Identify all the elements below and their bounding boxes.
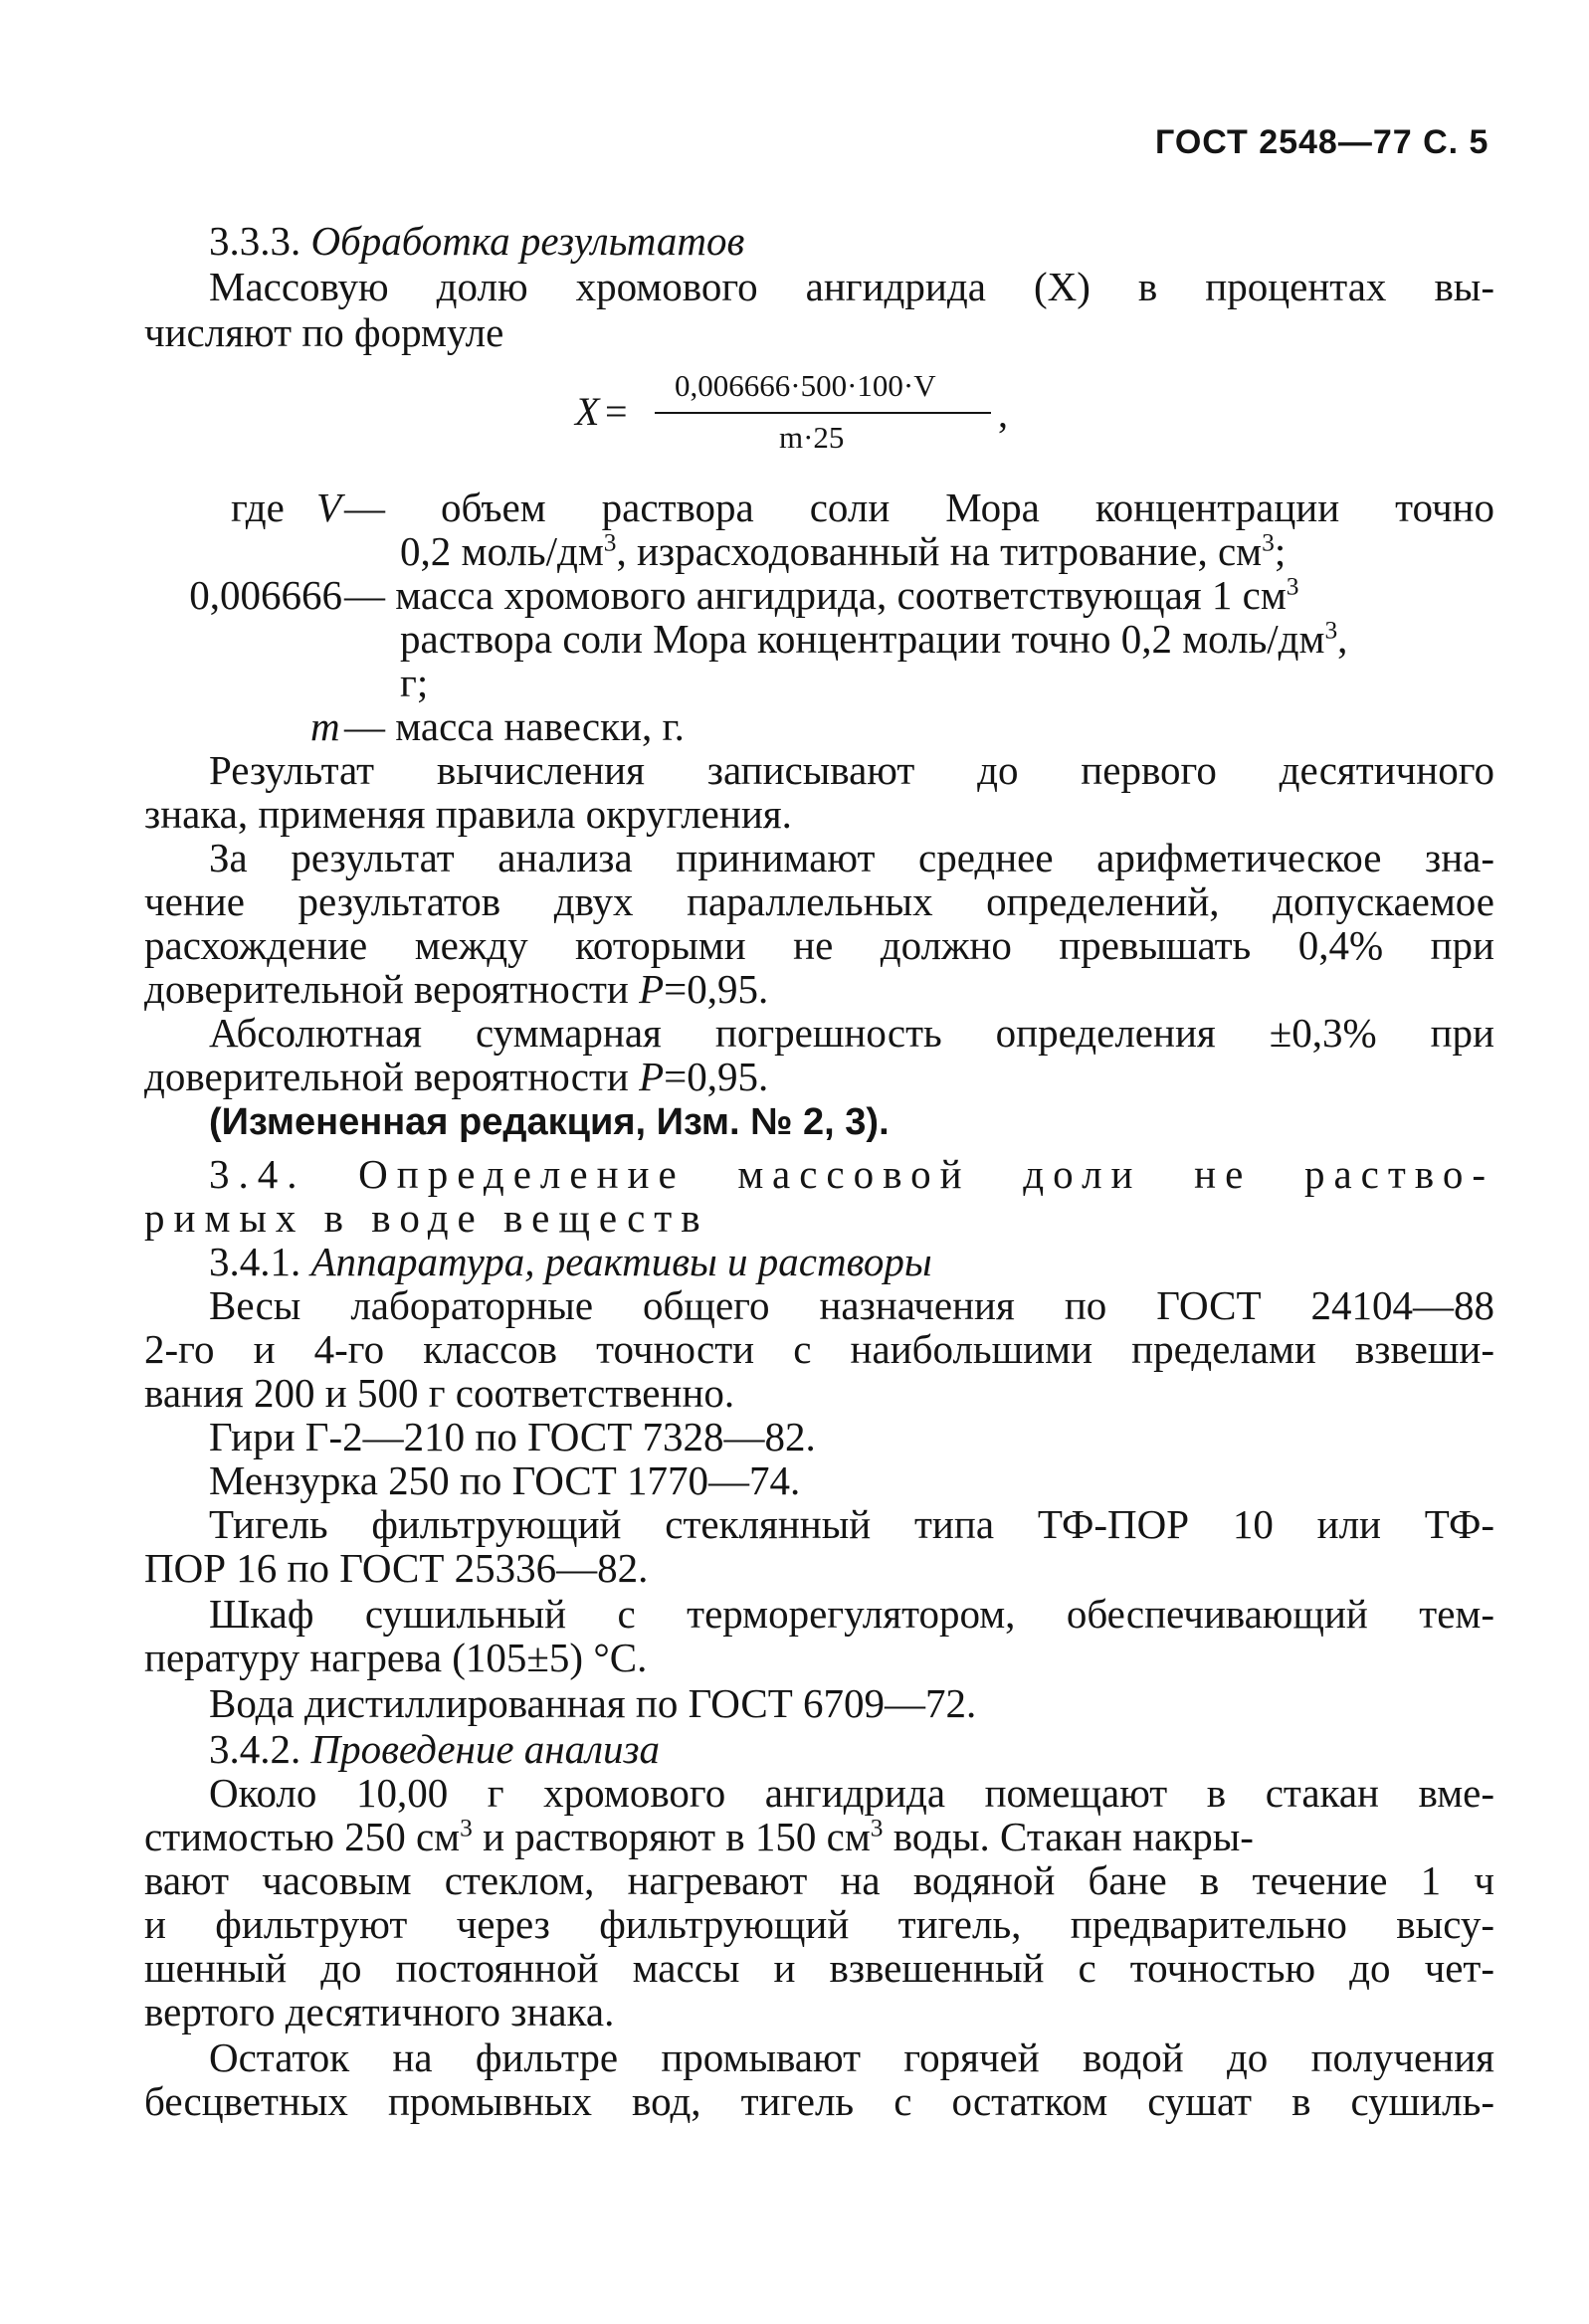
text-line: Около 10,00 г хромового ангидрида помещают в стакан вме- <box>209 1770 1494 1816</box>
definition-constant-line <box>344 573 1299 617</box>
definition-symbol-m: m <box>310 703 340 749</box>
definition-symbol-constant: 0,006666 <box>189 572 342 618</box>
section-title: Проведение анализа <box>310 1726 661 1772</box>
section-title: Обработка результатов <box>310 218 745 264</box>
text-line: Абсолютная суммарная погрешность определения ±0,3% при <box>209 1010 1494 1056</box>
text-fragment: доверительной вероятности <box>144 1054 640 1099</box>
page-header: ГОСТ 2548—77 С. 5 <box>1155 123 1490 161</box>
section-heading-3-4: 3.4. Определение массовой доли не раство- <box>209 1151 1494 1197</box>
superscript: 3 <box>1262 528 1275 557</box>
text-line: Тигель фильтрующий стеклянный типа ТФ-ПОР 10 или ТФ- <box>209 1501 1494 1547</box>
section-heading-3-4-cont: римых в воде веществ <box>144 1195 709 1241</box>
text-line: знака, применяя правила округления. <box>144 791 792 837</box>
text-line: Остаток на фильтре промывают горячей водой до получения <box>209 2034 1494 2080</box>
text-line <box>144 1815 1254 1858</box>
superscript: 3 <box>460 1814 473 1842</box>
definition-symbol-v: V <box>316 484 342 530</box>
text-line <box>144 967 768 1011</box>
superscript: 3 <box>870 1814 884 1842</box>
formula-denominator: m·25 <box>779 420 845 455</box>
text-line <box>144 1055 768 1098</box>
text-line: чение результатов двух параллельных определений, допускаемое <box>144 878 1494 924</box>
text-line: числяют по формуле <box>144 309 504 355</box>
definition-constant-line-2 <box>400 617 1347 661</box>
text-line: расхождение между которыми не должно превышать 0,4% при <box>144 922 1494 968</box>
section-number: 3.4.1. <box>209 1239 301 1284</box>
section-number: 3.3.3. <box>209 218 301 264</box>
superscript: 3 <box>603 528 617 557</box>
text-line: Гири Г-2—210 по ГОСТ 7328—82. <box>209 1414 816 1459</box>
definition-v-line: — объем раствора соли Мора концентрации точно <box>344 484 1494 530</box>
amendment-note: (Измененная редакция, Изм. № 2, 3). <box>209 1101 890 1143</box>
text-fragment: и растворяют в 150 см <box>472 1814 871 1859</box>
text-fragment: воды. Стакан накры- <box>883 1814 1254 1859</box>
section-number: 3.4.2. <box>209 1726 301 1772</box>
text-line: пературу нагрева (105±5) °С. <box>144 1635 648 1680</box>
text-fragment: — масса хромового ангидрида, соответствующая 1 см <box>344 572 1287 618</box>
text-fragment: стимостью 250 см <box>144 1814 461 1859</box>
definition-constant-line-3: г; <box>400 660 429 705</box>
text-line: Весы лабораторные общего назначения по ГОСТ 24104—88 <box>209 1282 1494 1328</box>
text-line: бесцветных промывных вод, тигель с остатком сушат в сушиль- <box>144 2078 1494 2124</box>
text-fragment: 0,2 моль/дм <box>400 528 604 574</box>
text-line: вают часовым стеклом, нагревают на водяной бане в течение 1 ч <box>144 1857 1494 1903</box>
text-line: вания 200 и 500 г соответственно. <box>144 1370 735 1416</box>
where-label: где <box>231 484 285 530</box>
math-symbol: P <box>639 966 665 1012</box>
text-line: Мензурка 250 по ГОСТ 1770—74. <box>209 1457 801 1503</box>
text-fragment: ; <box>1274 528 1287 574</box>
text-fragment: , <box>1337 616 1348 662</box>
text-line: Шкаф сушильный с терморегулятором, обеспечивающий тем- <box>209 1591 1494 1637</box>
formula-lhs: X <box>575 389 600 434</box>
text-line: Вода дистиллированная по ГОСТ 6709—72. <box>209 1680 977 1726</box>
definition-m-line: — масса навески, г. <box>344 703 685 749</box>
formula-equals: = <box>605 389 628 434</box>
text-line: ПОР 16 по ГОСТ 25336—82. <box>144 1545 649 1591</box>
section-title: Аппаратура, реактивы и растворы <box>310 1239 932 1284</box>
text-fragment: =0,95. <box>664 1054 769 1099</box>
section-heading-3-4-1 <box>209 1240 932 1283</box>
math-symbol: P <box>639 1054 665 1099</box>
section-heading-3-3-3 <box>209 219 744 263</box>
text-line: Массовую долю хромового ангидрида (X) в процентах вы- <box>209 264 1494 309</box>
text-line: шенный до постоянной массы и взвешенный с точностью до чет- <box>144 1945 1494 1991</box>
fraction-bar <box>655 412 991 414</box>
section-heading-3-4-2 <box>209 1727 660 1771</box>
text-line: вертого десятичного знака. <box>144 1989 615 2034</box>
superscript: 3 <box>1286 572 1299 601</box>
text-line: Результат вычисления записывают до первого десятичного <box>209 747 1494 793</box>
definition-v-line-2 <box>400 529 1286 573</box>
text-fragment: =0,95. <box>664 966 769 1012</box>
text-fragment: доверительной вероятности <box>144 966 640 1012</box>
text-fragment: раствора соли Мора концентрации точно 0,2 моль/дм <box>400 616 1325 662</box>
text-fragment: , израсходованный на титрование, см <box>616 528 1263 574</box>
text-line: За результат анализа принимают среднее арифметическое зна- <box>209 835 1494 880</box>
formula-numerator: 0,006666·500·100·V <box>675 368 936 403</box>
text-line: 2-го и 4-го классов точности с наибольшими пределами взвеши- <box>144 1326 1494 1372</box>
text-line: и фильтруют через фильтрующий тигель, предварительно высу- <box>144 1901 1494 1947</box>
formula <box>575 368 1053 458</box>
formula-comma: , <box>998 391 1008 436</box>
superscript: 3 <box>1324 616 1338 645</box>
